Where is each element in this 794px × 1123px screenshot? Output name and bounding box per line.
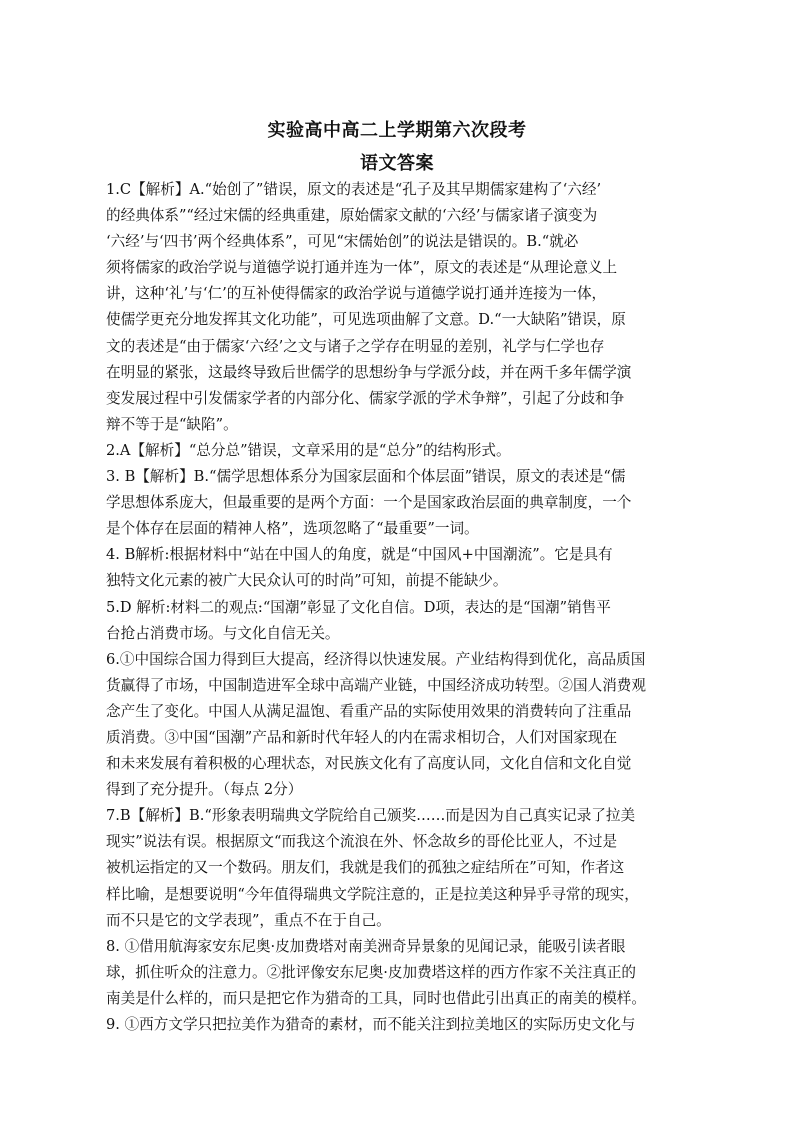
text-line: 1.C【解析】A.“始创了”错误，原文的表述是“孔子及其早期儒家建构了‘六经’ [106, 181, 602, 198]
text-line: 须将儒家的政治学说与道德学说打通并连为一体”，原文的表述是“从理论意义上 [106, 259, 618, 277]
text-line: 7.B【解析】B.“形象表明瑞典文学院给自己颁奖……而是因为自己真实记录了拉美 [106, 807, 636, 825]
text-line: 3. B【解析】B.“儒学思想体系分为国家层面和个体层面”错误，原文的表述是“儒 [106, 468, 626, 486]
text-line: 台抢占消费市场。与文化自信无关。 [106, 624, 340, 642]
answer-text [106, 177, 690, 1038]
text-line: 货赢得了市场，中国制造进军全球中高端产业链，中国经济成功转型。②国人消费观 [106, 676, 646, 694]
text-line: 学思想体系庞大，但最重要的是两个方面：一个是国家政治层面的典章制度，一个 [106, 494, 632, 512]
text-line: 5.D 解析:材料二的观点:“国潮”彰显了文化自信。D项，表达的是“国潮”销售平 [106, 598, 611, 616]
text-line: 的经典体系”“经过宋儒的经典重建，原始儒家文献的‘六经’与儒家诸子演变为 [106, 207, 598, 225]
text-line: 被机运指定的又一个数码。朋友们，我就是我们的孤独之症结所在”可知，作者这 [106, 859, 625, 877]
text-line: 2.A【解析】“总分总”错误，文章采用的是“总分”的结构形式。 [106, 441, 511, 459]
text-line: 使儒学更充分地发挥其文化功能”，可见选项曲解了文意。D.“一大缺陷”错误，原 [106, 311, 626, 329]
text-line: 样比喻，是想要说明“今年值得瑞典文学院注意的，正是拉美这种异乎寻常的现实， [106, 885, 639, 903]
text-line: 变发展过程中引发儒家学者的内部分化、儒家学派的学术争辩”，引起了分歧和争 [106, 389, 625, 407]
page-title: 实验高中高二上学期第六次段考 [267, 120, 527, 141]
text-line: 8. ①借用航海家安东尼奥·皮加费塔对南美洲奇异景象的见闻记录，能吸引读者眼 [106, 937, 626, 955]
text-line: 得到了充分提升。（每点 2分） [106, 781, 303, 799]
text-line: 9. ①西方文学只把拉美作为猎奇的素材，而不能关注到拉美地区的实际历史文化与 [106, 1016, 636, 1033]
text-line: 南美是什么样的，而只是把它作为猎奇的工具，同时也借此引出真正的南美的模样。 [106, 989, 646, 1007]
text-line: 讲，这种‘礼’与‘仁’的互补使得儒家的政治学说与道德学说打通并连接为一体， [106, 285, 607, 303]
text-line: 独特文化元素的被广大民众认可的时尚”可知，前提不能缺少。 [106, 572, 508, 590]
text-line: 文的表述是“由于儒家‘六经’之文与诸子之学存在明显的差别，礼学与仁学也存 [106, 337, 605, 355]
text-line: 6.①中国综合国力得到巨大提高，经济得以快速发展。产业结构得到优化，高品质国 [106, 650, 646, 668]
text-line: ‘六经’与‘四书’两个经典体系”，可见“宋儒始创”的说法是错误的。B.“就必 [106, 233, 579, 251]
text-line: 在明显的紧张，这最终导致后世儒学的思想纷争与学派分歧，并在两千多年儒学演 [106, 363, 632, 381]
text-line: 辩不等于是“缺陷”。 [106, 415, 238, 433]
page-subtitle: 语文答案 [360, 153, 434, 174]
text-line: 念产生了变化。中国人从满足温饱、看重产品的实际使用效果的消费转向了注重品 [106, 702, 632, 720]
text-line: 而不只是它的文学表现”，重点不在于自己。 [106, 911, 391, 929]
text-line: 4. B解析:根据材料中“站在中国人的角度，就是“中国风+中国潮流”。它是具有 [106, 546, 613, 564]
text-line: 和未来发展有着积极的心理状态，对民族文化有了高度认同，文化自信和文化自觉 [106, 755, 632, 773]
text-line: 质消费。③中国“国潮”产品和新时代年轻人的内在需求相切合，人们对国家现在 [106, 728, 618, 746]
text-line: 现实”说法有误。根据原文“而我这个流浪在外、怀念故乡的哥伦比亚人，不过是 [106, 833, 618, 851]
text-line: 是个体存在层面的精神人格”，选项忽略了“最重要”一词。 [106, 520, 479, 538]
text-line: 球，抓住听众的注意力。②批评像安东尼奥·皮加费塔这样的西方作家不关注真正的 [106, 963, 637, 981]
